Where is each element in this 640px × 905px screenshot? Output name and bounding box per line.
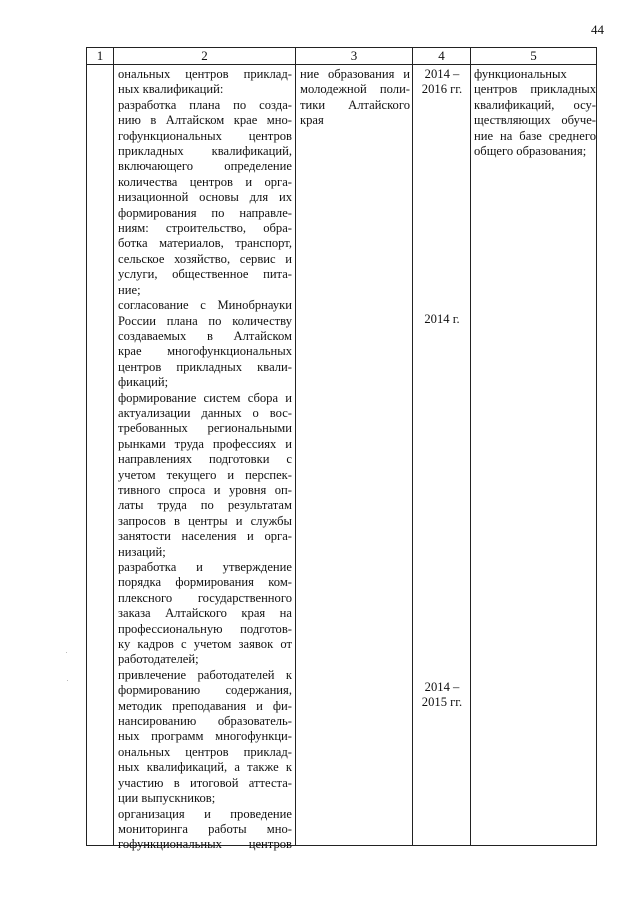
- column-border-4-5: [470, 47, 471, 846]
- text-line: ных квалификаций, а также к: [118, 760, 292, 775]
- text-line: ональных центров приклад-: [118, 744, 292, 759]
- text-line: тики Алтайского: [300, 97, 410, 112]
- text-line: мониторинга работы мно-: [118, 821, 292, 836]
- date-line: 2016 гг.: [421, 82, 463, 97]
- date-period-1: [414, 67, 470, 98]
- text-line: направлениях подготовки с: [118, 452, 292, 467]
- text-line: формирования по направле-: [118, 205, 292, 220]
- date-period-3: [414, 680, 470, 711]
- header-col-2: 2: [201, 48, 208, 63]
- column-border-2-3: [295, 47, 296, 846]
- text-line: ние;: [118, 282, 141, 297]
- column-border-3-4: [412, 47, 413, 846]
- text-line: работодателей;: [118, 652, 199, 667]
- text-line: организация и проведение: [118, 806, 292, 821]
- text-line: низаций;: [118, 544, 166, 559]
- text-line: требованных региональными: [118, 421, 292, 436]
- text-line: ных квалификаций:: [118, 82, 224, 97]
- text-line: ние на базе среднего: [474, 128, 596, 143]
- text-line: разработка плана по созда-: [118, 97, 292, 112]
- text-line: прикладных квалификаций,: [118, 144, 292, 159]
- text-line: тивного спроса и уровня оп-: [118, 482, 292, 497]
- text-line: методик преподавания и фи-: [118, 698, 292, 713]
- header-col-4: 4: [438, 48, 445, 63]
- text-line: латы труда по результатам: [118, 498, 292, 513]
- text-line: молодежной поли-: [300, 82, 410, 97]
- date-line: 2014 –: [424, 67, 460, 81]
- text-line: ку кадров с учетом заявок от: [118, 637, 292, 652]
- text-line: рынками труда профессиях и: [118, 436, 292, 451]
- text-line: включающего определение: [118, 159, 292, 174]
- text-line: запросов в центры и службы: [118, 513, 292, 528]
- text-line: сельское хозяйство, сервис и: [118, 251, 292, 266]
- page-number: 44: [591, 22, 604, 37]
- text-line: плексного государственного: [118, 590, 292, 605]
- actions-cell: [118, 67, 292, 853]
- text-line: России плана по количеству: [118, 313, 292, 328]
- text-line: функциональных: [474, 67, 567, 81]
- text-line: участию в итоговой аттеста-: [118, 775, 292, 790]
- text-line: профессиональную подготов-: [118, 621, 292, 636]
- text-line: создаваемых в Алтайском: [118, 328, 292, 343]
- result-cell: [474, 67, 596, 159]
- scan-speck: [66, 652, 67, 653]
- text-line: согласование с Минобрнауки: [118, 298, 292, 313]
- text-line: формирование систем сбора и: [118, 390, 292, 405]
- text-line: края: [300, 113, 324, 128]
- header-col-5: 5: [530, 48, 537, 63]
- text-line: крае многофункциональных: [118, 344, 292, 359]
- text-line: центров прикладных: [474, 82, 596, 97]
- column-border-left: [86, 47, 87, 846]
- text-line: фикаций;: [118, 375, 169, 390]
- text-line: общего образования;: [474, 144, 587, 159]
- date-line: 2014 –: [424, 680, 460, 694]
- date-line: 2015 гг.: [421, 695, 463, 710]
- text-line: учетом текущего и перспек-: [118, 467, 292, 482]
- text-line: ниям: строительство, обра-: [118, 221, 292, 236]
- header-col-3: 3: [350, 48, 358, 63]
- scan-speck: [67, 680, 68, 681]
- responsible-cell: [300, 67, 410, 129]
- text-line: актуализации данных о вос-: [118, 405, 292, 420]
- text-line: нансированию образователь-: [118, 714, 292, 729]
- text-line: ональных центров приклад-: [118, 67, 292, 81]
- header-bottom-border: [86, 64, 597, 65]
- text-line: заказа Алтайского края на: [118, 606, 292, 621]
- text-line: порядка формирования ком-: [118, 575, 292, 590]
- text-line: ние образования и: [300, 67, 410, 81]
- text-line: занятости населения и орга-: [118, 529, 292, 544]
- date-line: 2014 г.: [424, 312, 460, 326]
- text-line: ботка материалов, транспорт,: [118, 236, 292, 251]
- text-line: ции выпускников;: [118, 791, 216, 806]
- text-line: гофункциональных центров: [118, 837, 292, 852]
- date-period-2: [414, 312, 470, 327]
- text-line: привлечение работодателей к: [118, 667, 292, 682]
- text-line: количества центров и орга-: [118, 174, 292, 189]
- text-line: разработка и утверждение: [118, 560, 292, 574]
- column-border-right: [596, 47, 597, 846]
- text-line: формированию содержания,: [118, 683, 292, 698]
- column-border-1-2: [113, 47, 114, 846]
- text-line: низационной основы для их: [118, 190, 292, 205]
- text-line: квалификаций, осу-: [474, 97, 596, 112]
- header-col-1: 1: [96, 48, 104, 63]
- text-line: ных программ многофункци-: [118, 729, 292, 744]
- text-line: нию в Алтайском крае мно-: [118, 113, 292, 128]
- text-line: ществляющих обуче-: [474, 113, 596, 128]
- text-line: услуги, общественное пита-: [118, 267, 292, 282]
- text-line: гофункциональных центров: [118, 128, 292, 143]
- text-line: центров прикладных квали-: [118, 359, 292, 374]
